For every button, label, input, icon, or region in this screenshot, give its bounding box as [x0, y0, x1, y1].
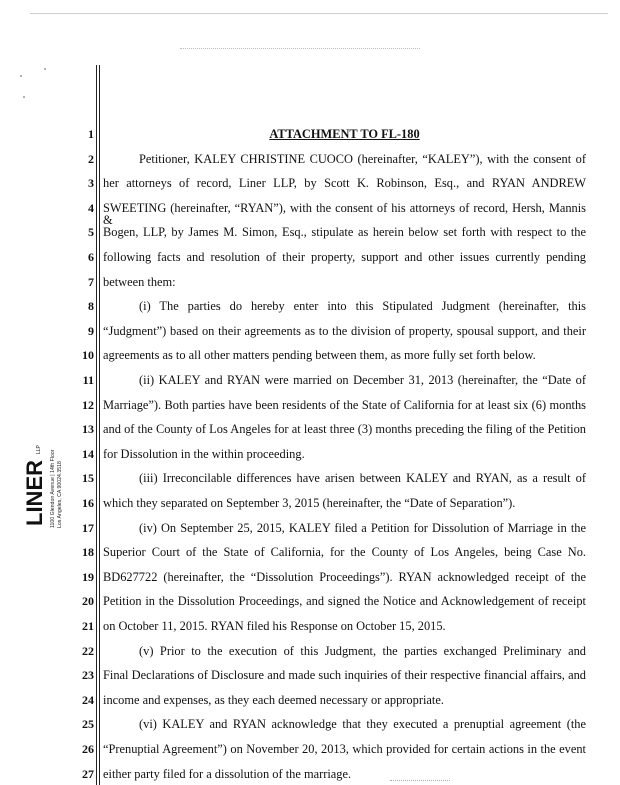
pleading-line: either party filed for a dissolution of the marriage.	[103, 766, 352, 781]
pleading-line: following facts and resolution of their property, support and other issues currently pending	[103, 250, 586, 264]
line-number: 8	[88, 299, 94, 314]
pleading-line: income and expenses, as they each deemed necessary or appropriate.	[103, 692, 444, 707]
line-number: 10	[82, 348, 94, 363]
line-number: 17	[82, 520, 94, 535]
pleading-line: “Judgment”) based on their agreements as to the division of property, spousal support, and their	[103, 323, 586, 338]
line-number: 25	[82, 717, 94, 732]
pleading-line: Marriage”). Both parties have been residents of the State of California for at least six (6) months	[103, 397, 586, 412]
firm-logo-suffix: LLP	[36, 445, 42, 454]
pleading-line: (iv) On September 25, 2015, KALEY filed a Petition for Dissolution of Marriage in the	[139, 520, 586, 535]
pleading-line: BD627722 (hereinafter, the “Dissolution Proceedings”). RYAN acknowledged receipt of the	[103, 569, 586, 584]
line-number: 15	[82, 471, 94, 486]
line-number: 13	[82, 422, 94, 437]
scan-dots	[180, 48, 420, 50]
line-number: 7	[88, 274, 94, 289]
line-number: 12	[82, 397, 94, 412]
margin-rule-left-2	[99, 65, 100, 785]
firm-address-line2: Los Angeles, CA 90024.3518	[57, 461, 63, 528]
line-number: 16	[82, 496, 94, 510]
line-number: 11	[82, 373, 94, 387]
pleading-line: (i) The parties do hereby enter into this Stipulated Judgment (hereinafter, this	[139, 299, 586, 314]
line-number: 5	[88, 225, 94, 240]
pleading-line: and of the County of Los Angeles for at least three (3) months preceding the filing of the Petition	[103, 422, 586, 437]
line-number: 21	[82, 619, 94, 633]
line-number: 20	[82, 594, 94, 609]
line-number: 6	[88, 250, 94, 264]
scan-dots	[390, 780, 450, 781]
pleading-line: Final Declarations of Disclosure and made such inquiries of their respective financial affairs, and	[103, 668, 586, 683]
line-number: 3	[88, 176, 94, 191]
pleading-line: Petition in the Dissolution Proceedings, and signed the Notice and Acknowledgement of receipt	[103, 594, 586, 609]
scan-top-rule	[30, 13, 608, 14]
line-number: 19	[82, 569, 94, 584]
pleading-line: on October 11, 2015. RYAN filed his Response on October 15, 2015.	[103, 619, 446, 633]
pleading-line: “Prenuptial Agreement”) on November 20, 2013, which provided for certain actions in the event	[103, 742, 586, 756]
line-number: 23	[82, 668, 94, 683]
pleading-line: Bogen, LLP, by James M. Simon, Esq., stipulate as herein below set forth with respect to the	[103, 225, 586, 240]
line-number: 26	[82, 742, 94, 756]
document-heading: ATTACHMENT TO FL-180	[269, 127, 420, 141]
pleading-line: Superior Court of the State of California, for the County of Los Angeles, being Case No.	[103, 545, 586, 560]
line-number: 27	[82, 766, 94, 781]
scan-speck	[20, 75, 22, 77]
line-number: 2	[88, 151, 94, 166]
line-number: 18	[82, 545, 94, 560]
pleading-line: (ii) KALEY and RYAN were married on December 31, 2013 (hereinafter, the “Date of	[139, 373, 586, 387]
margin-rule-left-1	[96, 65, 97, 785]
line-number: 1	[88, 127, 94, 141]
pleading-line: for Dissolution in the within proceeding.	[103, 446, 305, 461]
pleading-line: her attorneys of record, Liner LLP, by Scott K. Robinson, Esq., and RYAN ANDREW	[103, 176, 586, 191]
line-number: 24	[82, 692, 94, 707]
pleading-line: agreements as to all other matters pending between them, as more fully set forth below.	[103, 348, 536, 363]
line-number: 9	[88, 323, 94, 338]
pleading-line: Petitioner, KALEY CHRISTINE CUOCO (hereinafter, “KALEY”), with the consent of	[139, 151, 586, 166]
pleading-line: (iii) Irreconcilable differences have arisen between KALEY and RYAN, as a result of	[139, 471, 586, 486]
firm-address-line1: 1100 Glendon Avenue | 14th Floor	[50, 449, 56, 528]
firm-logo-wordmark: LINER	[22, 460, 47, 526]
line-number: 4	[88, 200, 94, 215]
pleading-line: (v) Prior to the execution of this Judgment, the parties exchanged Preliminary and	[139, 643, 586, 658]
pleading-line: SWEETING (hereinafter, “RYAN”), with the consent of his attorneys of record, Hersh, Mannis &	[103, 200, 586, 227]
scan-speck	[44, 68, 46, 70]
pleading-line: (vi) KALEY and RYAN acknowledge that they executed a prenuptial agreement (the	[139, 717, 586, 732]
pleading-line: which they separated on September 3, 2015 (hereinafter, the “Date of Separation”).	[103, 496, 516, 510]
pleading-line: between them:	[103, 274, 176, 289]
firm-logo	[8, 420, 68, 530]
scan-speck	[23, 96, 25, 98]
line-number: 14	[82, 446, 94, 461]
line-number: 22	[82, 643, 94, 658]
